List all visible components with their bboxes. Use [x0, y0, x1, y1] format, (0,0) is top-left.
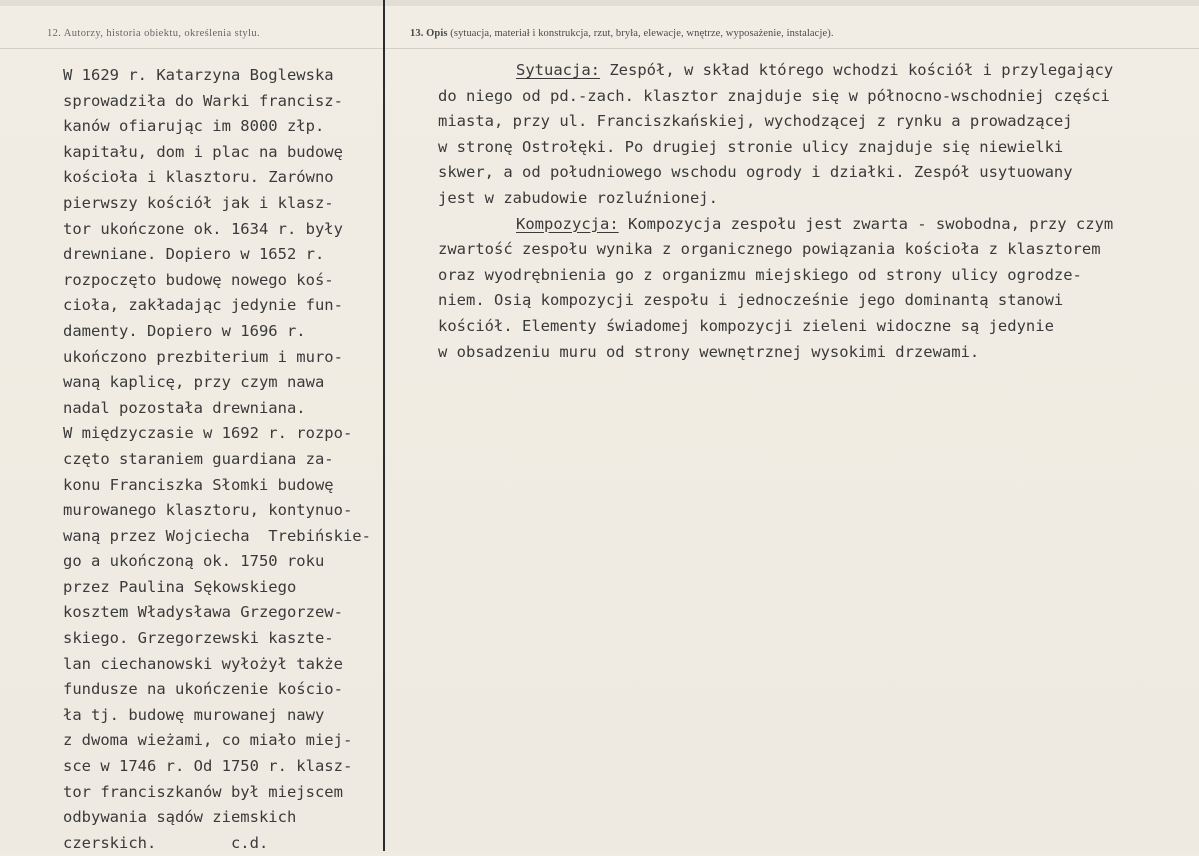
section-13-heading	[410, 28, 834, 39]
history-text-line: konu Franciszka Słomki budowę	[63, 475, 334, 494]
history-text-line: kapitału, dom i plac na budowę	[63, 142, 343, 161]
history-text-line: nadal pozostała drewniana.	[63, 398, 306, 417]
history-text-line: waną kaplicę, przy czym nawa	[63, 373, 325, 392]
history-text-line: kanów ofiarując im 8000 złp.	[63, 117, 325, 136]
history-text-line: lan ciechanowski wyłożył także	[63, 654, 343, 673]
situation-text-line: skwer, a od południowego wschodu ogrody i działki. Zespół usytuowany	[438, 163, 1073, 182]
composition-text-line: kościół. Elementy świadomej kompozycji zieleni widoczne są jedynie	[438, 316, 1054, 335]
history-text-line: rozpoczęto budowę nowego koś-	[63, 270, 334, 289]
history-text-line: fundusze na ukończenie kościo-	[63, 680, 343, 699]
composition-lead: Kompozycja zespołu jest zwarta - swobodna, przy czym	[618, 214, 1114, 233]
situation-paragraph	[438, 84, 1198, 212]
description-text-column	[438, 58, 1198, 365]
history-text-line: tor ukończone ok. 1634 r. były	[63, 219, 343, 238]
history-text-line: drewniane. Dopiero w 1652 r.	[63, 245, 325, 264]
history-text-line: sce w 1746 r. Od 1750 r. klasz-	[63, 757, 353, 776]
situation-text-line: w stronę Ostrołęki. Po drugiej stronie ulicy znajduje się niewielki	[438, 137, 1064, 156]
composition-text-line: oraz wyodrębnienia go z organizmu miejskiego od strony ulicy ogrodze-	[438, 265, 1082, 284]
composition-paragraph	[438, 237, 1198, 365]
history-text-line: z dwoma wieżami, co miało miej-	[63, 731, 353, 750]
section-12-heading: 12. Autorzy, historia obiektu, określenia stylu.	[47, 28, 261, 39]
history-text-column	[63, 63, 393, 856]
history-text-line: murowanego klasztoru, kontynuo-	[63, 501, 353, 520]
situation-text-line: miasta, przy ul. Franciszkańskiej, wychodzącej z rynku a prowadzącej	[438, 112, 1073, 131]
composition-text-line: zwartość zespołu wynika z organicznego powiązania kościoła z klasztorem	[438, 240, 1101, 259]
history-text-line: skiego. Grzegorzewski kaszte-	[63, 629, 334, 648]
history-text-line: pierwszy kościół jak i klasz-	[63, 193, 334, 212]
history-text-line: cioła, zakładając jedynie fun-	[63, 296, 343, 315]
section-13-number: 13. Opis	[410, 28, 448, 39]
history-text-line: tor franciszkanów był miejscem	[63, 782, 343, 801]
composition-text-line: w obsadzeniu muru od strony wewnętrznej wysokimi drzewami.	[438, 342, 980, 361]
history-text-line: sprowadziła do Warki francisz-	[63, 91, 343, 110]
composition-text-line: niem. Osią kompozycji zespołu i jednocześnie jego dominantą stanowi	[438, 291, 1064, 310]
history-text-line: czerskich. c.d.	[63, 833, 269, 852]
history-text-line: ła tj. budowę murowanej nawy	[63, 705, 325, 724]
history-text-line: W 1629 r. Katarzyna Boglewska	[63, 66, 334, 84]
situation-first-line	[438, 58, 1198, 84]
situation-lead: Zespół, w skład którego wchodzi kościół i przylegający	[600, 61, 1114, 79]
composition-heading: Kompozycja:	[516, 214, 619, 233]
history-text-line: ukończono prezbiterium i muro-	[63, 347, 343, 366]
section-13-subtitle: (sytuacja, materiał i konstrukcja, rzut, bryła, elewacje, wnętrze, wyposażenie, instalacje).	[450, 28, 834, 39]
situation-text-line: jest w zabudowie rozluźnionej.	[438, 188, 718, 207]
situation-text-line: do niego od pd.-zach. klasztor znajduje się w północno-wschodniej części	[438, 86, 1110, 105]
history-text-line: damenty. Dopiero w 1696 r.	[63, 321, 306, 340]
history-text-line: przez Paulina Sękowskiego	[63, 577, 297, 596]
history-text-line: go a ukończoną ok. 1750 roku	[63, 552, 325, 571]
header-rule	[0, 48, 1199, 49]
situation-heading: Sytuacja:	[516, 61, 600, 79]
history-text-line: waną przez Wojciecha Trebińskie-	[63, 526, 371, 545]
paper-edge	[0, 0, 1199, 6]
history-text-line: odbywania sądów ziemskich	[63, 808, 297, 827]
history-text-line: kościoła i klasztoru. Zarówno	[63, 168, 334, 187]
composition-first-line	[438, 212, 1198, 238]
history-text-line: częto staraniem guardiana za-	[63, 449, 334, 468]
history-text-line: kosztem Władysława Grzegorzew-	[63, 603, 343, 622]
history-text-line: W międzyczasie w 1692 r. rozpo-	[63, 424, 353, 443]
